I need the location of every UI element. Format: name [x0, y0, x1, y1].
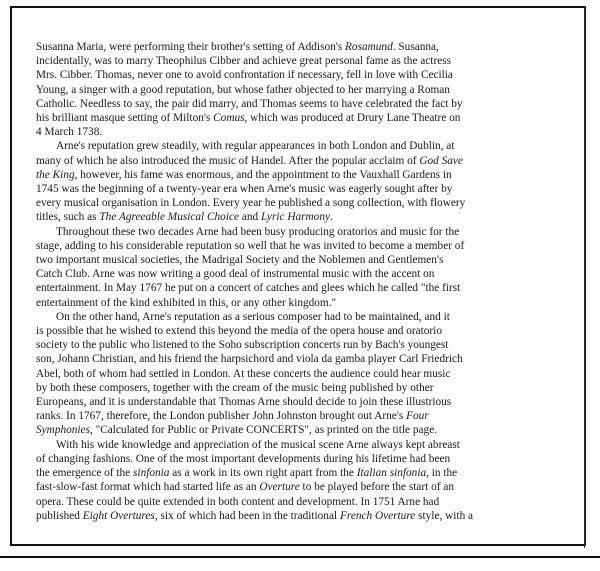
text-line: Catholic. Needless to say, the pair did marry, and Thomas seems to have celebrated the fact by [36, 97, 463, 110]
text-line: Arne's reputation grew steadily, with regular appearances in both London and Dublin, at [56, 140, 455, 153]
text-line: Catch Club. Arne was now writing a good deal of instrumental music with the accent on [36, 268, 435, 281]
body-text [36, 40, 554, 523]
text-line: society to the public who listened to the Soho subscription concerts run by Bach's youngest [36, 339, 449, 352]
bottom-rule [0, 556, 600, 558]
text-line: 1745 was the beginning of a twenty-year era when Arne's music was eagerly sought after by [36, 183, 453, 196]
text-line: On the other hand, Arne's reputation as a serious composer had to be maintained, and it [56, 310, 450, 323]
text-line: of changing fashions. One of the most important developments during his lifetime had been [36, 452, 451, 465]
text-line: many of which he also introduced the music of Handel. After the popular acclaim of God Save [36, 154, 463, 167]
text-line: ranks. In 1767, therefore, the London publisher John Johnston brought out Arne's Four [36, 410, 429, 423]
text-line: Mrs. Cibber. Thomas, never one to avoid confrontation if necessary, fell in love with Cecilia [36, 69, 453, 82]
text-line: titles, such as The Agreeable Musical Choice and Lyric Harmony. [36, 211, 333, 224]
text-line: every musical organisation in London. Every year he published a song collection, with flowery [36, 197, 466, 210]
text-line: fast-slow-fast format which had started life as an Overture to be played before the start of an [36, 481, 455, 494]
text-line: Abel, both of whom had settled in London. At these concerts the audience could hear music [36, 367, 451, 380]
paragraph [36, 310, 554, 438]
text-line: son, Johann Christian, and his friend the harpsichord and viola da gamba player Carl Friedrich [36, 353, 463, 366]
paragraph [36, 438, 554, 523]
text-line: entertainment of the kind exhibited in this, or any other kingdom." [36, 296, 337, 309]
text-line: the King, however, his fame was enormous, and the appointment to the Vauxhall Gardens in [36, 168, 452, 181]
text-line: entertainment. In May 1767 he put on a concert of catches and glees which he called "the first [36, 282, 461, 295]
text-line: the emergence of the sinfonia as a work in its own right apart from the Italian sinfonia, in the [36, 467, 458, 480]
text-line: by both these composers, together with the cream of the music being published by other [36, 381, 434, 394]
text-line: Throughout these two decades Arne had been busy producing oratorios and music for the [56, 225, 460, 238]
text-line: 4 March 1738. [36, 126, 103, 139]
text-line: stage, adding to his considerable reputation so well that he was invited to become a member of [36, 239, 465, 252]
text-line: Susanna Maria, were performing their brother's setting of Addison's Rosamund. Susanna, [36, 41, 439, 53]
text-line: Symphonies, "Calculated for Public or Private CONCERTS", as printed on the title page. [36, 424, 438, 437]
text-line: Europeans, and it is understandable that Thomas Arne should decide to join these illustrious [36, 396, 452, 409]
paragraph [36, 40, 554, 139]
text-line: With his wide knowledge and appreciation of the musical scene Arne always kept abreast [56, 438, 460, 451]
text-line: two important musical societies, the Madrigal Society and the Noblemen and Gentlemen's [36, 254, 444, 267]
text-line: published Eight Overtures, six of which had been in the traditional French Overture style, with a [36, 509, 474, 522]
text-line: incidentally, was to marry Theophilus Cibber and achieve great personal fame as the actress [36, 55, 452, 68]
text-line: is possible that he wished to extend this beyond the media of the opera house and oratorio [36, 325, 442, 338]
text-line: Young, a singer with a good reputation, but whose father objected to her marrying a Roman [36, 83, 450, 96]
text-line: opera. These could be quite extended in both content and development. In 1751 Arne had [36, 495, 440, 508]
page-border-edge [584, 6, 585, 548]
paragraph [36, 225, 554, 310]
text-line: his brilliant masque setting of Milton's Comus, which was produced at Drury Lane Theatre on [36, 112, 461, 125]
paragraph [36, 139, 554, 224]
